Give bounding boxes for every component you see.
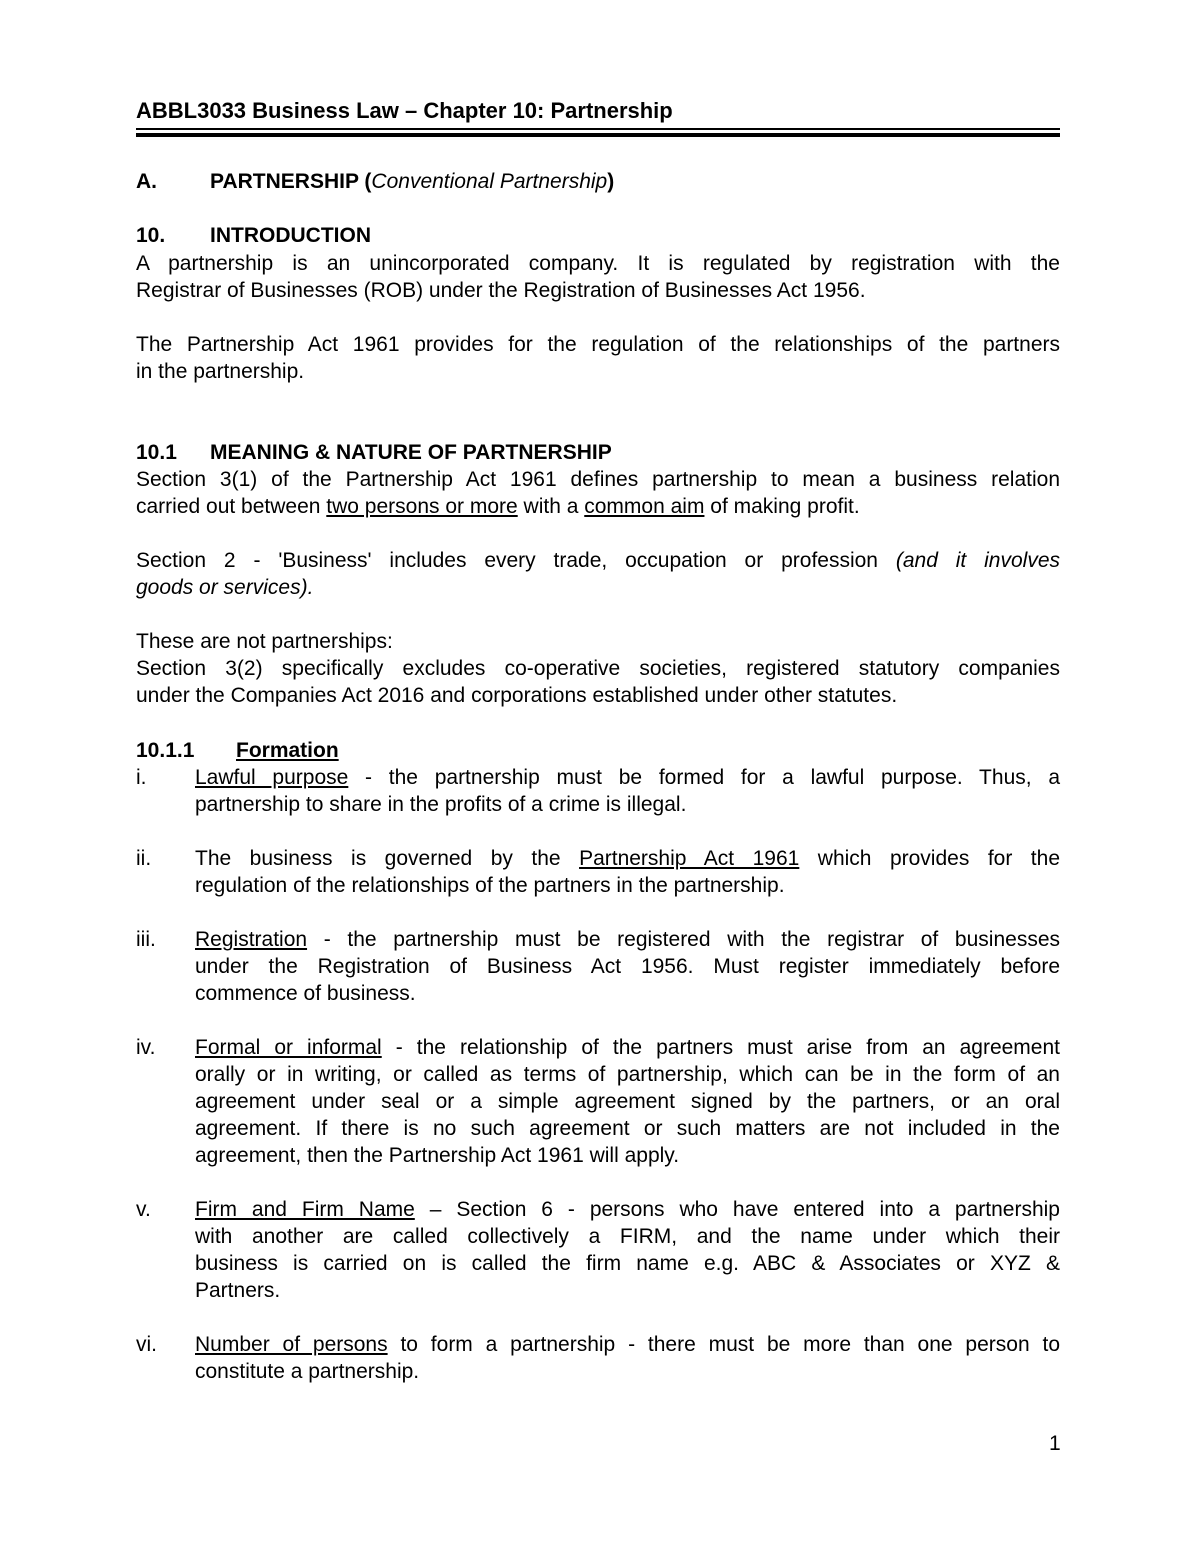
page-number: 1 xyxy=(1049,1432,1061,1455)
formation-item-iv-line-4: agreement. If there is no such agreement or such matters are not included in the xyxy=(195,1117,1060,1140)
formation-item-i-marker: i. xyxy=(136,766,147,789)
section-a-heading: PARTNERSHIP (Conventional Partnership) xyxy=(210,170,615,193)
header-rule-thick xyxy=(136,133,1060,137)
intro-paragraph-1-line-2: Registrar of Businesses (ROB) under the Registration of Businesses Act 1956. xyxy=(136,279,866,302)
formation-number: 10.1.1 xyxy=(136,739,195,762)
formation-item-iii-line-2: under the Registration of Business Act 1956. Must register immediately before xyxy=(195,955,1060,978)
meaning-paragraph-1-line-2: carried out between two persons or more with a common aim of making profit. xyxy=(136,495,860,518)
formation-item-v-line-1: Firm and Firm Name – Section 6 - persons who have entered into a partnership xyxy=(195,1198,1060,1221)
meaning-paragraph-3-line-2: Section 3(2) specifically excludes co-operative societies, registered statutory companies xyxy=(136,657,1060,680)
formation-item-v-line-2: with another are called collectively a FIRM, and the name under which their xyxy=(195,1225,1060,1248)
formation-item-i-line-2: partnership to share in the profits of a crime is illegal. xyxy=(195,793,687,816)
meaning-paragraph-3-line-3: under the Companies Act 2016 and corporations established under other statutes. xyxy=(136,684,898,707)
page-header-title: ABBL3033 Business Law – Chapter 10: Partnership xyxy=(136,98,673,123)
formation-item-ii-line-2: regulation of the relationships of the partners in the partnership. xyxy=(195,874,785,897)
formation-item-iv-line-1: Formal or informal - the relationship of the partners must arise from an agreement xyxy=(195,1036,1060,1059)
formation-item-iv-line-3: agreement under seal or a simple agreement signed by the partners, or an oral xyxy=(195,1090,1060,1113)
intro-paragraph-2-line-2: in the partnership. xyxy=(136,360,305,383)
intro-number: 10. xyxy=(136,224,166,247)
meaning-paragraph-3-line-1: These are not partnerships: xyxy=(136,630,393,653)
formation-item-iv-marker: iv. xyxy=(136,1036,156,1059)
meaning-number: 10.1 xyxy=(136,441,177,464)
meaning-paragraph-1-line-1: Section 3(1) of the Partnership Act 1961 defines partnership to mean a business relation xyxy=(136,468,1060,491)
formation-item-iii-line-1: Registration - the partnership must be registered with the registrar of businesses xyxy=(195,928,1060,951)
section-a-number: A. xyxy=(136,170,157,193)
formation-item-v-line-4: Partners. xyxy=(195,1279,281,1302)
formation-item-v-line-3: business is carried on is called the firm name e.g. ABC & Associates or XYZ & xyxy=(195,1252,1060,1275)
formation-heading: Formation xyxy=(236,739,339,762)
formation-item-iii-line-3: commence of business. xyxy=(195,982,416,1005)
formation-item-vi-line-1: Number of persons to form a partnership - there must be more than one person to xyxy=(195,1333,1060,1356)
meaning-paragraph-2-line-2: goods or services). xyxy=(136,576,314,599)
formation-item-iv-line-2: orally or in writing, or called as terms of partnership, which can be in the form of an xyxy=(195,1063,1060,1086)
header-rule-thin xyxy=(136,128,1060,130)
formation-item-ii-line-1: The business is governed by the Partnership Act 1961 which provides for the xyxy=(195,847,1060,870)
formation-item-iv-line-5: agreement, then the Partnership Act 1961 will apply. xyxy=(195,1144,680,1167)
intro-heading: INTRODUCTION xyxy=(210,224,371,247)
formation-item-v-marker: v. xyxy=(136,1198,151,1221)
formation-item-vi-line-2: constitute a partnership. xyxy=(195,1360,420,1383)
formation-item-vi-marker: vi. xyxy=(136,1333,157,1356)
formation-item-iii-marker: iii. xyxy=(136,928,156,951)
formation-item-ii-marker: ii. xyxy=(136,847,152,870)
intro-paragraph-2-line-1: The Partnership Act 1961 provides for the regulation of the relationships of the partners xyxy=(136,333,1060,356)
intro-paragraph-1-line-1: A partnership is an unincorporated company. It is regulated by registration with the xyxy=(136,252,1060,275)
meaning-heading: MEANING & NATURE OF PARTNERSHIP xyxy=(210,441,612,464)
meaning-paragraph-2-line-1: Section 2 - 'Business' includes every trade, occupation or profession (and it involves xyxy=(136,549,1060,572)
formation-item-i-line-1: Lawful purpose - the partnership must be formed for a lawful purpose. Thus, a xyxy=(195,766,1060,789)
